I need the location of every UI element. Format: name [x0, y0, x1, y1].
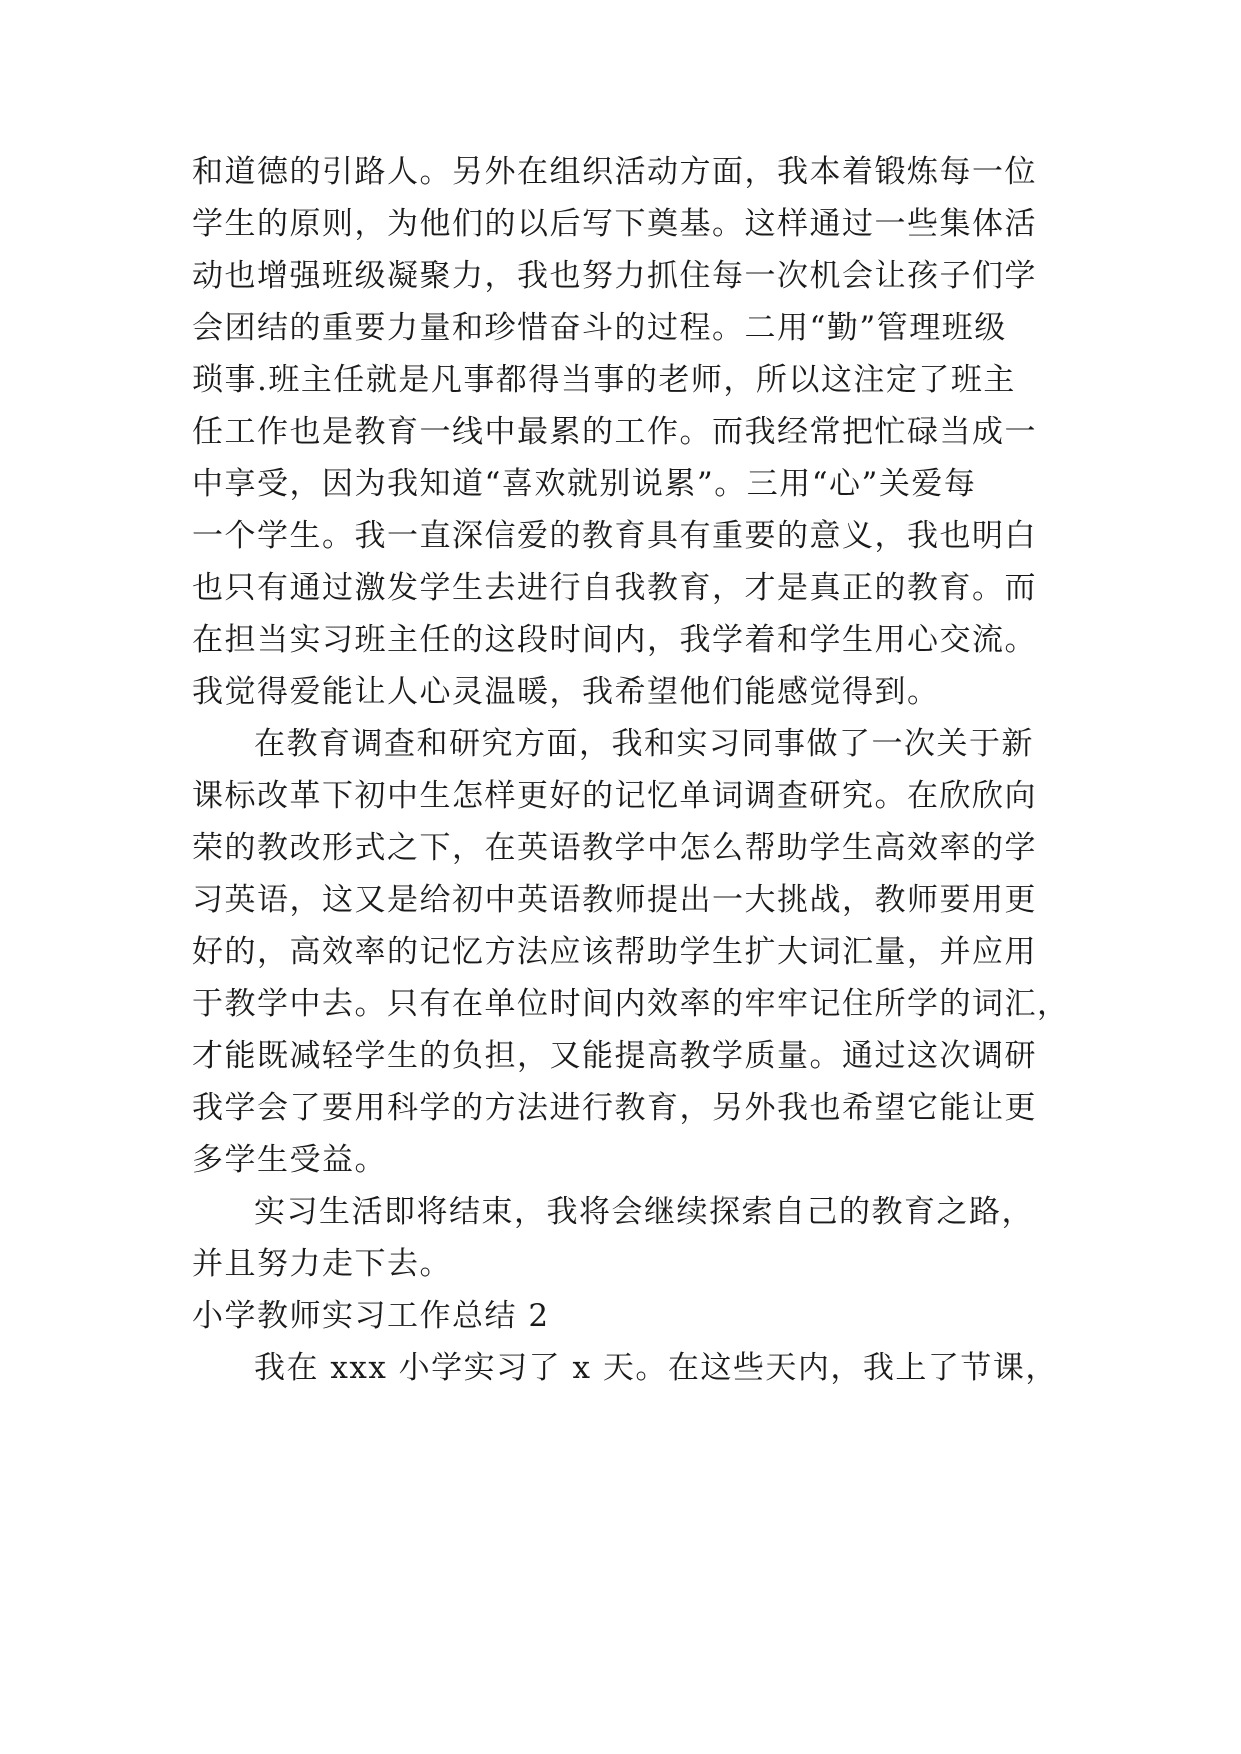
- text-line: 中享受，因为我知道“喜欢就别说累”。三用“心”关爱每: [192, 466, 977, 502]
- text-line: 习英语，这又是给初中英语教师提出一大挑战，教师要用更: [192, 882, 1037, 918]
- text-line: 琐事.班主任就是凡事都得当事的老师，所以这注定了班主: [192, 362, 1016, 398]
- text-line: 才能既减轻学生的负担，又能提高教学质量。通过这次调研: [192, 1038, 1037, 1074]
- text-line: 一个学生。我一直深信爱的教育具有重要的意义，我也明白: [192, 518, 1037, 554]
- text-line: 在担当实习班主任的这段时间内，我学着和学生用心交流。: [192, 622, 1037, 658]
- text-line: 我觉得爱能让人心灵温暖，我希望他们能感觉得到。: [192, 674, 940, 710]
- paragraph-first-line: 我在 xxx 小学实习了 x 天。在这些天内，我上了节课，: [254, 1350, 1058, 1386]
- text-line: 荣的教改形式之下，在英语教学中怎么帮助学生高效率的学: [192, 830, 1037, 866]
- text-line: 好的，高效率的记忆方法应该帮助学生扩大词汇量，并应用: [192, 934, 1037, 970]
- text-line: 并且努力走下去。: [192, 1246, 452, 1282]
- text-line: 学生的原则，为他们的以后写下奠基。这样通过一些集体活: [192, 206, 1037, 242]
- paragraph-first-line: 在教育调查和研究方面，我和实习同事做了一次关于新: [254, 726, 1034, 762]
- text-line: 课标改革下初中生怎样更好的记忆单词调查研究。在欣欣向: [192, 778, 1037, 814]
- text-line: 于教学中去。只有在单位时间内效率的牢牢记住所学的词汇，: [192, 986, 1070, 1022]
- text-line: 和道德的引路人。另外在组织活动方面，我本着锻炼每一位: [192, 154, 1037, 190]
- text-line: 动也增强班级凝聚力，我也努力抓住每一次机会让孩子们学: [192, 258, 1037, 294]
- text-line: 我学会了要用科学的方法进行教育，另外我也希望它能让更: [192, 1090, 1037, 1126]
- section-heading: 小学教师实习工作总结 2: [192, 1298, 550, 1334]
- text-line: 也只有通过激发学生去进行自我教育，才是真正的教育。而: [192, 570, 1037, 606]
- text-line: 任工作也是教育一线中最累的工作。而我经常把忙碌当成一: [192, 414, 1037, 450]
- paragraph-first-line: 实习生活即将结束，我将会继续探索自己的教育之路，: [254, 1194, 1034, 1230]
- text-line: 会团结的重要力量和珍惜奋斗的过程。二用“勤”管理班级: [192, 310, 1007, 346]
- text-line: 多学生受益。: [192, 1142, 387, 1178]
